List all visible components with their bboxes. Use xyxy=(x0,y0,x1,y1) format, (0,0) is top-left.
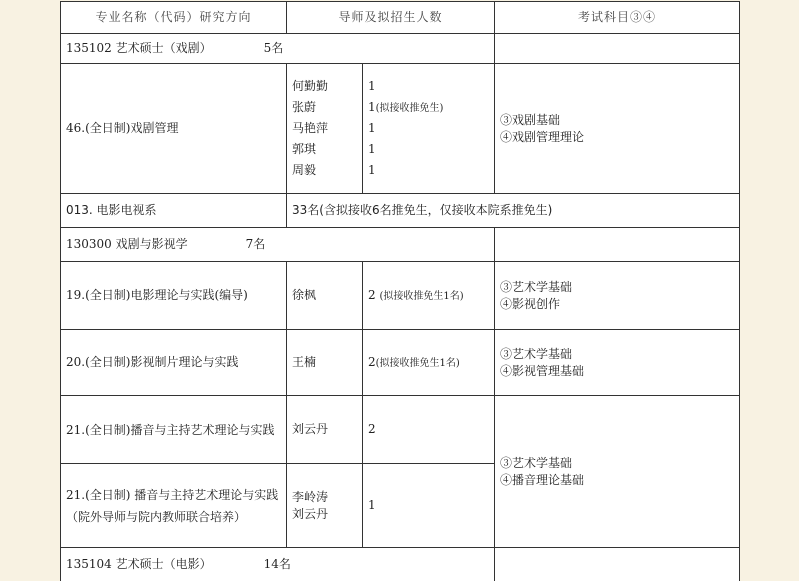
tutor-cell xyxy=(287,64,363,194)
tutor-list xyxy=(292,76,357,181)
header-major: 专业名称（代码）研究方向 xyxy=(61,2,287,34)
major-row-135104 xyxy=(61,548,740,581)
major-quota: 7名 xyxy=(245,237,266,251)
direction-name: 21.(全日制)播音与主持艺术理论与实践 xyxy=(61,396,287,464)
major-quota: 14名 xyxy=(263,557,291,571)
direction-name: 21.(全日制) 播音与主持艺术理论与实践 xyxy=(66,487,279,502)
tutor-name: 周毅 xyxy=(292,163,317,177)
tutor-name: 李岭涛 xyxy=(292,489,329,504)
direction-row-21a xyxy=(61,396,740,464)
direction-name: 19.(全日制)电影理论与实践(编导) xyxy=(61,262,287,330)
table-header-row xyxy=(61,2,740,34)
major-code-name: 130300 戏剧与影视学 xyxy=(66,237,188,251)
subjects-cell xyxy=(495,64,740,194)
subjects-cell xyxy=(495,262,740,330)
subject-item: ④播音理论基础 xyxy=(500,472,585,487)
quota-item xyxy=(368,97,489,118)
quota-item xyxy=(368,160,489,181)
quota-cell xyxy=(363,330,495,396)
major-135104-cell xyxy=(61,548,495,581)
quota-item xyxy=(368,118,489,139)
quota-cell xyxy=(363,64,495,194)
department-quota: 33名(含拟接收6名推免生，仅接收本院系推免生) xyxy=(287,194,740,228)
tutor-name: 刘云丹 xyxy=(287,396,363,464)
direction-name-note: （院外导师与院内教师联合培养） xyxy=(66,509,247,524)
tutor-name: 何勤勤 xyxy=(292,79,329,93)
tutor-name: 马艳萍 xyxy=(292,121,329,135)
tutor-name: 王楠 xyxy=(287,330,363,396)
quota-count: 2 xyxy=(368,287,376,302)
quota-note: (拟接收推免生1名) xyxy=(375,357,460,369)
tutor-name: 徐枫 xyxy=(287,262,363,330)
direction-name: 46.(全日制)戏剧管理 xyxy=(61,64,287,194)
tutor-name: 刘云丹 xyxy=(292,506,329,521)
header-subjects: 考试科目③④ xyxy=(495,2,740,34)
major-quota: 5名 xyxy=(263,41,284,55)
quota-item xyxy=(368,139,489,160)
tutor-name: 郭琪 xyxy=(292,142,317,156)
quota-count: 2 xyxy=(363,396,495,464)
quota-count: 1 xyxy=(368,100,376,114)
quota-count: 1 xyxy=(363,464,495,548)
department-row-013 xyxy=(61,194,740,228)
subject-item: ④影视管理基础 xyxy=(500,363,585,378)
empty-cell xyxy=(495,548,740,581)
direction-name-cell xyxy=(61,464,287,548)
quota-list xyxy=(368,76,489,181)
subject-item: ③戏剧基础 xyxy=(500,112,561,127)
subjects-cell xyxy=(495,396,740,548)
empty-cell xyxy=(495,228,740,262)
empty-cell xyxy=(495,34,740,64)
quota-count: 1 xyxy=(368,121,376,135)
quota-item xyxy=(368,76,489,97)
quota-count: 1 xyxy=(368,163,376,177)
direction-row-46 xyxy=(61,64,740,194)
subject-item: ④影视创作 xyxy=(500,296,561,311)
quota-count: 1 xyxy=(368,142,376,156)
header-tutors: 导师及拟招生人数 xyxy=(287,2,495,34)
tutor-cell xyxy=(287,464,363,548)
department-name: 013. 电影电视系 xyxy=(61,194,287,228)
admissions-table xyxy=(60,1,740,581)
major-row-130300 xyxy=(61,228,740,262)
quota-count: 1 xyxy=(368,79,376,93)
quota-note: (拟接收推免生1名) xyxy=(379,290,464,302)
direction-name: 20.(全日制)影视制片理论与实践 xyxy=(61,330,287,396)
subject-item: ③艺术学基础 xyxy=(500,279,573,294)
quota-note: (拟接收推免生) xyxy=(375,103,444,114)
major-135102-cell xyxy=(61,34,495,64)
major-130300-cell xyxy=(61,228,495,262)
major-code-name: 135102 艺术硕士（戏剧） xyxy=(66,41,212,55)
quota-cell xyxy=(363,262,495,330)
quota-count: 2 xyxy=(368,354,376,369)
major-code-name: 135104 艺术硕士（电影） xyxy=(66,557,212,571)
major-row-135102 xyxy=(61,34,740,64)
subjects-cell xyxy=(495,330,740,396)
direction-row-19 xyxy=(61,262,740,330)
tutor-name: 张蔚 xyxy=(292,100,317,114)
subject-item: ③艺术学基础 xyxy=(500,346,573,361)
direction-row-20 xyxy=(61,330,740,396)
subject-item: ④戏剧管理理论 xyxy=(500,129,585,144)
subject-item: ③艺术学基础 xyxy=(500,455,573,470)
